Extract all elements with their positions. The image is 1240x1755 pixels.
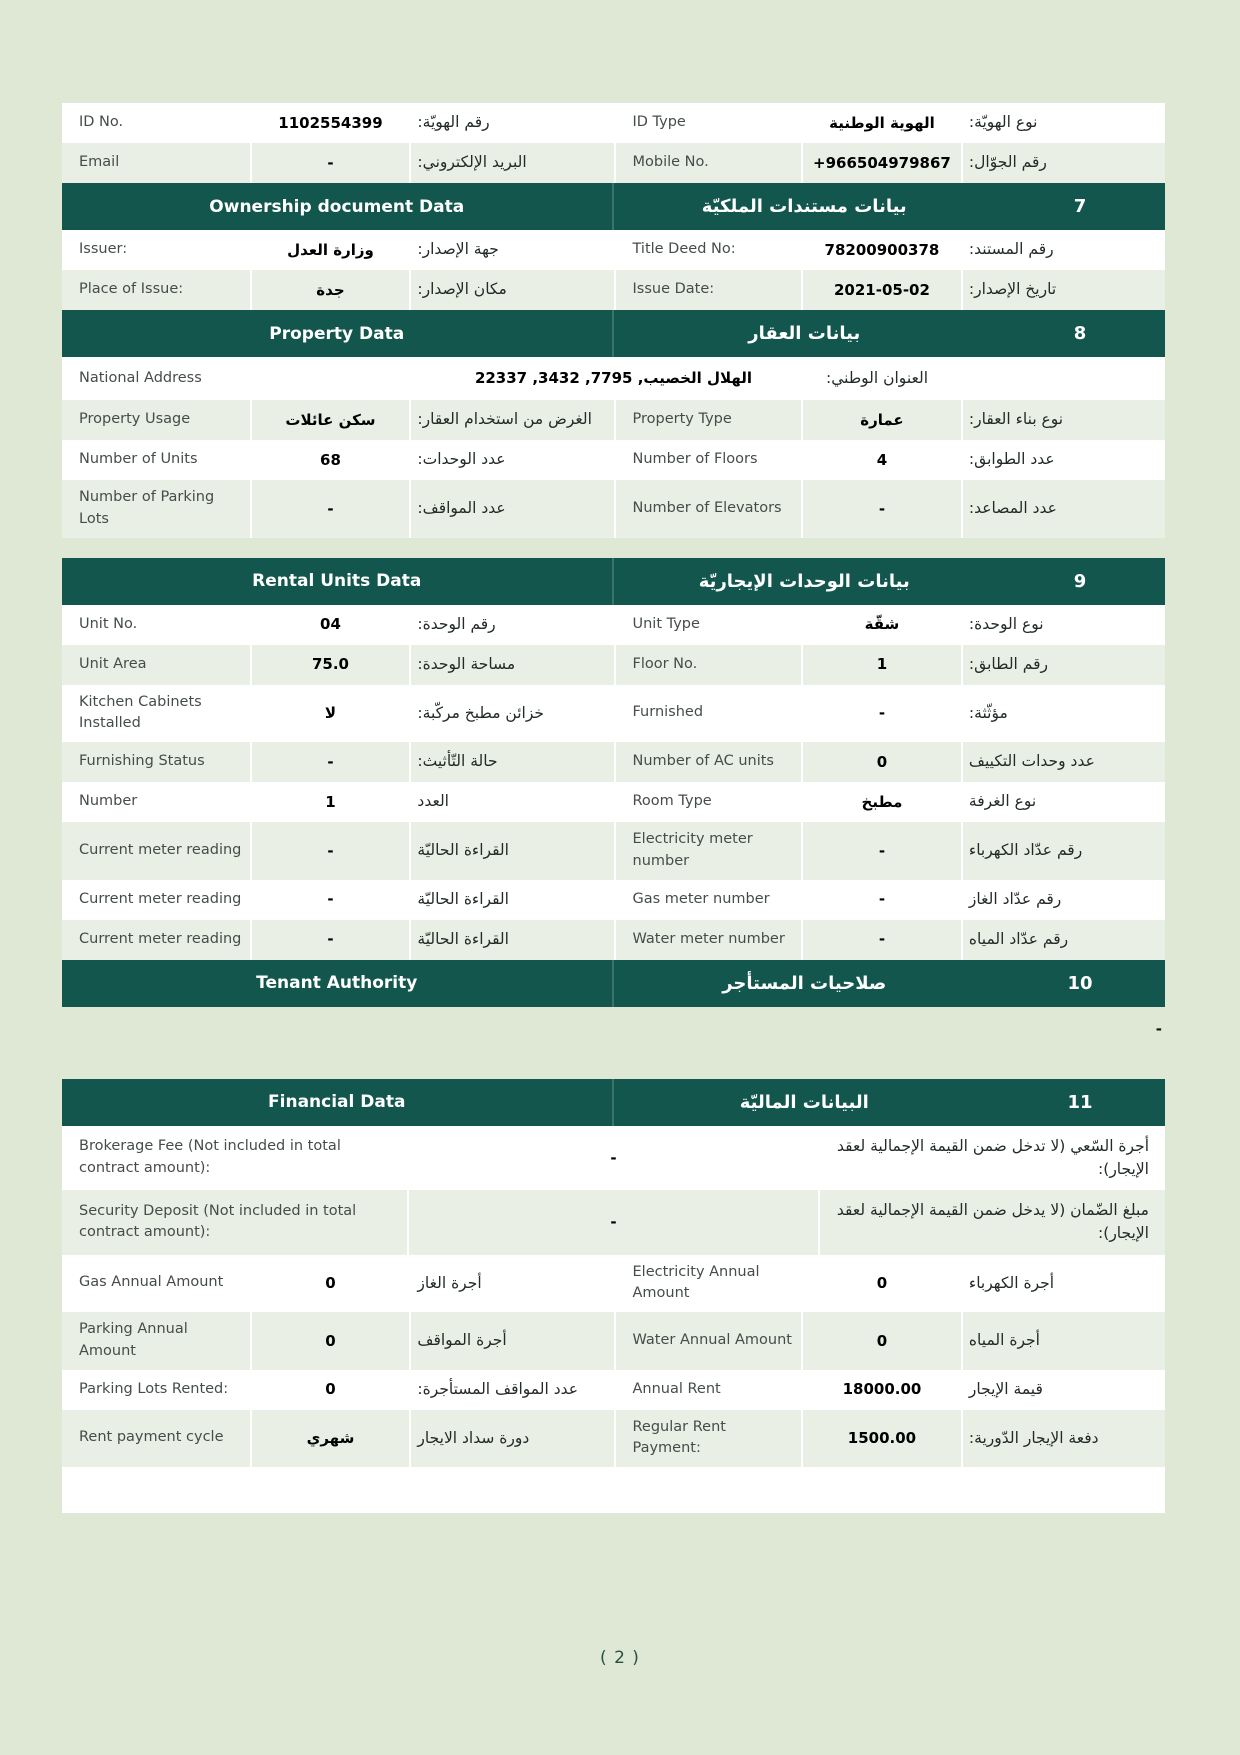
left-field <box>62 822 614 880</box>
right-field <box>614 1410 1166 1468</box>
field-label-ar: أجرة المياه <box>961 1312 1165 1370</box>
left-field <box>62 143 614 183</box>
right-field <box>614 270 1166 310</box>
left-field <box>62 1370 614 1410</box>
field-value: 1 <box>801 645 961 685</box>
left-field <box>62 400 614 440</box>
section-number: 7 <box>1073 196 1087 217</box>
left-field <box>62 270 614 310</box>
field-label-en: Number of Elevators <box>614 480 802 538</box>
field-row <box>62 605 1165 645</box>
field-label-ar: دفعة الإيجار الدّورية: <box>961 1410 1165 1468</box>
field-label-en: Security Deposit (Not included in total contract amount): <box>79 1202 357 1241</box>
section-table <box>62 1079 1165 1514</box>
field-value: 18000.00 <box>801 1370 961 1410</box>
field-label-ar: تاريخ الإصدار: <box>961 270 1165 310</box>
field-label-ar: عدد الوحدات: <box>409 440 613 480</box>
right-field <box>614 920 1166 960</box>
document-body <box>62 103 1165 1513</box>
section-table <box>62 558 1165 960</box>
field-label-ar: عدد المصاعد: <box>961 480 1165 538</box>
left-field <box>62 645 614 685</box>
field-label-en: Issuer: <box>79 241 128 258</box>
right-field <box>614 440 1166 480</box>
field-row <box>62 1255 1165 1313</box>
section-title-ar: بيانات الوحدات الإيجاريّة <box>698 570 910 592</box>
section-title-en: Tenant Authority <box>62 960 614 1007</box>
field-label-ar: القراءة الحاليّة <box>409 920 613 960</box>
left-field <box>62 1410 614 1468</box>
section-table <box>62 103 1165 183</box>
field-label-ar: مؤثّثة: <box>961 685 1165 743</box>
field-row <box>62 143 1165 183</box>
field-label-ar: نوع بناء العقار: <box>961 400 1165 440</box>
field-label-en: Unit No. <box>79 615 138 632</box>
section-title-en: Ownership document Data <box>62 183 614 230</box>
section-table <box>62 183 1165 310</box>
field-label-ar: رقم الوحدة: <box>409 605 613 645</box>
field-label-en: ID No. <box>79 114 124 131</box>
field-row <box>62 1190 1165 1255</box>
field-label-en: Furnished <box>614 685 802 743</box>
field-value: وزارة العدل <box>250 230 410 270</box>
field-label-ar: دورة سداد الايجار <box>409 1410 613 1468</box>
field-label-ar: عدد المواقف المستأجرة: <box>409 1370 613 1410</box>
left-field <box>62 1255 614 1313</box>
right-field <box>614 230 1166 270</box>
left-field <box>62 103 614 143</box>
field-label-en: Number of Floors <box>614 440 802 480</box>
field-value: 68 <box>250 440 410 480</box>
field-value: 1500.00 <box>801 1410 961 1468</box>
field-label-ar: نوع الهويّة: <box>961 103 1165 143</box>
field-value: - <box>250 742 410 782</box>
field-label-ar: أجرة الكهرباء <box>961 1255 1165 1313</box>
field-label-en: Unit Area <box>79 655 147 672</box>
field-label-ar: خزائن مطبخ مركّبة: <box>409 685 613 743</box>
section-header-right <box>614 1079 1166 1126</box>
field-value: شقّة <box>801 605 961 645</box>
field-value: - <box>250 920 410 960</box>
field-value: +966504979867 <box>801 143 961 183</box>
section-number: 9 <box>1073 570 1087 592</box>
field-label-en: Regular Rent Payment: <box>614 1410 802 1468</box>
field-label-en: Number of Units <box>79 451 198 468</box>
field-label-ar: رقم عدّاد الغاز <box>961 880 1165 920</box>
field-label-en: Rent payment cycle <box>79 1429 224 1446</box>
field-label-en: Gas meter number <box>614 880 802 920</box>
field-row <box>62 782 1165 822</box>
section-number: 11 <box>1067 1091 1093 1113</box>
field-label-ar: القراءة الحاليّة <box>409 880 613 920</box>
field-row <box>62 230 1165 270</box>
field-label-ar: رقم الهويّة: <box>409 103 613 143</box>
right-field <box>614 143 1166 183</box>
section-number: 8 <box>1073 323 1087 344</box>
field-row <box>62 880 1165 920</box>
field-value: 04 <box>250 605 410 645</box>
field-label-en: Place of Issue: <box>79 281 184 298</box>
field-label-en: Property Usage <box>79 411 191 428</box>
right-field <box>614 103 1166 143</box>
section-table <box>62 960 1165 1051</box>
field-value: جدة <box>250 270 410 310</box>
field-label-en: Room Type <box>614 782 802 822</box>
field-label-ar: أجرة المواقف <box>409 1312 613 1370</box>
field-value: - <box>801 822 961 880</box>
field-label-en: Gas Annual Amount <box>79 1274 224 1291</box>
field-label-en: Parking Annual Amount <box>79 1321 188 1359</box>
field-label-ar: مساحة الوحدة: <box>409 645 613 685</box>
field-row <box>62 1410 1165 1468</box>
field-label-en: Unit Type <box>614 605 802 645</box>
right-field <box>614 645 1166 685</box>
field-label-ar: حالة التّأثيث: <box>409 742 613 782</box>
right-field <box>614 480 1166 538</box>
field-value: 0 <box>801 1312 961 1370</box>
field-row <box>62 270 1165 310</box>
field-label-en: Brokerage Fee (Not included in total contract amount): <box>79 1138 341 1176</box>
field-value: مطبخ <box>801 782 961 822</box>
field-label-en: Annual Rent <box>614 1370 802 1410</box>
right-field <box>614 782 1166 822</box>
field-label-ar: الغرض من استخدام العقار: <box>409 400 613 440</box>
right-field <box>614 742 1166 782</box>
left-field <box>62 605 614 645</box>
field-value: الهوية الوطنية <box>801 103 961 143</box>
section-title-en: Rental Units Data <box>62 558 614 605</box>
field-row <box>62 645 1165 685</box>
field-row <box>62 1370 1165 1410</box>
field-value: عمارة <box>801 400 961 440</box>
field-label-en: Kitchen Cabinets Installed <box>79 693 202 732</box>
section-header <box>62 558 1165 605</box>
field-row <box>62 822 1165 880</box>
section-header <box>62 1079 1165 1126</box>
field-row <box>62 103 1165 143</box>
field-label-ar: رقم المستند: <box>961 230 1165 270</box>
field-label-ar: أجرة الغاز <box>409 1255 613 1313</box>
field-label-en: Water meter number <box>614 920 802 960</box>
field-value: - <box>250 822 410 880</box>
field-label-ar: العنوان الوطني: <box>826 368 928 387</box>
right-field <box>614 1370 1166 1410</box>
field-value: 75.0 <box>250 645 410 685</box>
right-field <box>614 822 1166 880</box>
left-field <box>62 920 614 960</box>
field-label-ar: عدد وحدات التكييف <box>961 742 1165 782</box>
section-title-en: Property Data <box>62 310 614 357</box>
field-label-en: Electricity Annual Amount <box>614 1255 802 1313</box>
field-label-ar: أجرة السّعي (لا تدخل ضمن القيمة الإجمالية لعقد الإيجار): <box>837 1136 1149 1178</box>
field-value: - <box>801 920 961 960</box>
field-value: سكن عائلات <box>250 400 410 440</box>
right-field <box>614 685 1166 743</box>
field-label-ar: جهة الإصدار: <box>409 230 613 270</box>
field-label-en: Current meter reading <box>79 841 242 858</box>
field-value: - <box>250 143 410 183</box>
field-value: لا <box>250 685 410 743</box>
field-value: 4 <box>801 440 961 480</box>
field-label-ar: عدد الطوابق: <box>961 440 1165 480</box>
field-label-en: Email <box>79 154 120 171</box>
field-label-en: Property Type <box>614 400 802 440</box>
field-value: - <box>250 880 410 920</box>
field-label-en: Number <box>79 793 138 810</box>
section-title-en: Financial Data <box>62 1079 614 1126</box>
field-value: - <box>407 1190 820 1255</box>
field-row <box>62 1312 1165 1370</box>
field-value: 0 <box>801 742 961 782</box>
field-label-ar: رقم الجوّال: <box>961 143 1165 183</box>
right-field <box>614 400 1166 440</box>
field-value: 0 <box>801 1255 961 1313</box>
field-label-ar: نوع الغرفة <box>961 782 1165 822</box>
field-label-en: Title Deed No: <box>614 230 802 270</box>
section-title-ar: بيانات العقار <box>748 323 861 344</box>
field-value: شهري <box>250 1410 410 1468</box>
left-field <box>62 880 614 920</box>
left-field <box>62 742 614 782</box>
field-row <box>62 920 1165 960</box>
field-label-en: Mobile No. <box>614 143 802 183</box>
field-value: - <box>801 685 961 743</box>
field-row <box>62 357 1165 400</box>
empty-row <box>62 1467 1165 1513</box>
field-value: 78200900378 <box>801 230 961 270</box>
field-row <box>62 685 1165 743</box>
field-label-en: Parking Lots Rented: <box>79 1380 229 1397</box>
field-label-en: Issue Date: <box>614 270 802 310</box>
field-label-ar: قيمة الإيجار <box>961 1370 1165 1410</box>
right-field <box>614 605 1166 645</box>
field-label-en: Number of Parking Lots <box>79 489 215 527</box>
field-label-en: Water Annual Amount <box>614 1312 802 1370</box>
field-label-en: Floor No. <box>614 645 802 685</box>
field-value: - <box>250 480 410 538</box>
right-field <box>614 880 1166 920</box>
section-header-right <box>614 960 1166 1007</box>
section-number: 10 <box>1067 972 1093 994</box>
left-field <box>62 440 614 480</box>
field-label-ar: القراءة الحاليّة <box>409 822 613 880</box>
field-label-en: ID Type <box>614 103 802 143</box>
section-header <box>62 183 1165 230</box>
right-field <box>614 1255 1166 1313</box>
field-label-ar: العدد <box>409 782 613 822</box>
field-label-ar: رقم عدّاد المياه <box>961 920 1165 960</box>
field-value: 1 <box>250 782 410 822</box>
field-label-ar: نوع الوحدة: <box>961 605 1165 645</box>
field-value: 0 <box>250 1312 410 1370</box>
left-field <box>62 1312 614 1370</box>
section-header-right <box>614 558 1166 605</box>
field-row <box>62 742 1165 782</box>
field-value: 1102554399 <box>250 103 410 143</box>
field-row <box>62 400 1165 440</box>
section-title-ar: بيانات مستندات الملكيّة <box>701 196 907 217</box>
left-field <box>62 230 614 270</box>
field-value: 2021-05-02 <box>801 270 961 310</box>
field-value: 0 <box>250 1255 410 1313</box>
left-field <box>62 685 614 743</box>
field-label-en: Current meter reading <box>79 930 242 947</box>
field-row <box>62 440 1165 480</box>
field-label-en: Furnishing Status <box>79 753 205 770</box>
field-value: - <box>1155 1019 1162 1038</box>
field-value: - <box>801 480 961 538</box>
field-value: - <box>407 1126 820 1191</box>
field-row <box>62 1126 1165 1191</box>
section-header-right <box>614 183 1166 230</box>
field-label-ar: مكان الإصدار: <box>409 270 613 310</box>
section-header <box>62 960 1165 1007</box>
left-field <box>62 782 614 822</box>
field-value: 0 <box>250 1370 410 1410</box>
section-table <box>62 310 1165 538</box>
field-label-ar: مبلغ الضّمان (لا يدخل ضمن القيمة الإجمالية لعقد الإيجار): <box>836 1201 1149 1243</box>
section-title-ar: صلاحيات المستأجر <box>722 972 887 994</box>
field-value: - <box>801 880 961 920</box>
empty-field-row <box>62 1007 1165 1051</box>
field-label-en: National Address <box>79 369 202 386</box>
field-row <box>62 480 1165 538</box>
page-number: ( 2 ) <box>600 1648 640 1668</box>
field-label-ar: رقم الطابق: <box>961 645 1165 685</box>
section-header <box>62 310 1165 357</box>
field-label-en: Current meter reading <box>79 890 242 907</box>
section-title-ar: البيانات الماليّة <box>739 1091 869 1113</box>
right-field <box>614 1312 1166 1370</box>
section-header-right <box>614 310 1166 357</box>
left-field <box>62 480 614 538</box>
field-label-ar: رقم عدّاد الكهرباء <box>961 822 1165 880</box>
field-label-ar: البريد الإلكتروني: <box>409 143 613 183</box>
field-label-en: Number of AC units <box>614 742 802 782</box>
field-label-en: Electricity meter number <box>614 822 802 880</box>
field-label-ar: عدد المواقف: <box>409 480 613 538</box>
field-value: الهلال الخصيب, 7795, 3432, 22337 <box>407 357 820 400</box>
